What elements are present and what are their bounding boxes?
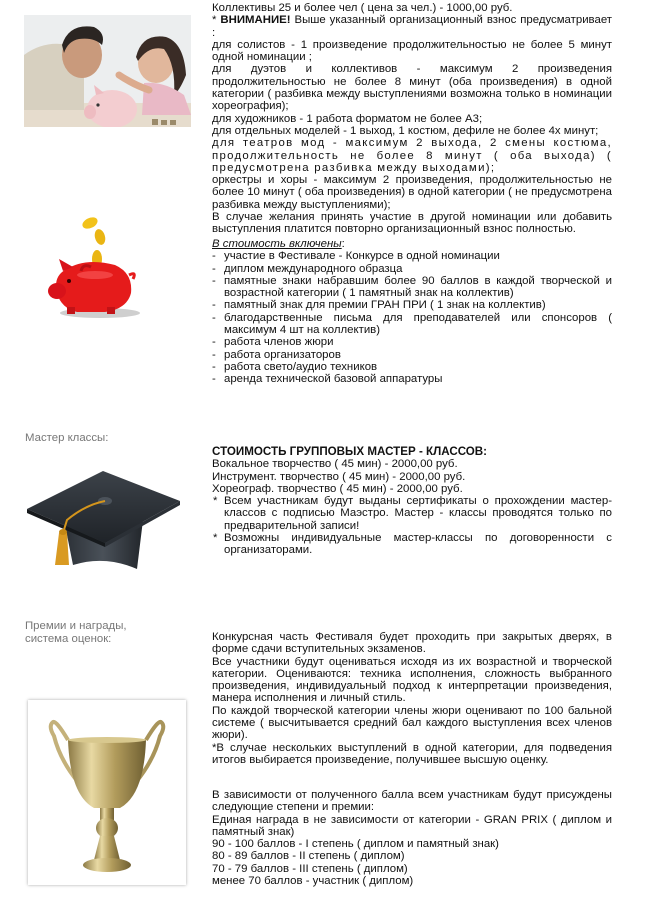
family-piggy-bank-photo: [24, 15, 191, 127]
included-item: - работа членов жюри: [212, 336, 612, 348]
awards-paragraph: *В случае нескольких выступлений в одной категории, для подведения итогов выбирается произведение, получившее высшую оценку.: [212, 741, 612, 766]
degree-item: Единая награда в не зависимости от категории - GRAN PRIX ( диплом и памятный знак): [212, 813, 612, 838]
included-section: [212, 238, 612, 386]
master-classes-heading: СТОИМОСТЬ ГРУППОВЫХ МАСТЕР - КЛАССОВ:: [212, 445, 488, 458]
master-classes-side-label: Мастер классы:: [25, 432, 109, 444]
awards-side-label-line2: система оценок:: [25, 632, 112, 645]
master-class-note: * Всем участникам будут выданы сертификаты о прохождении мастер-классов с подписью Маэстро. Мастер - классы проводятся только по предварительной записи!: [212, 495, 612, 532]
fee-rules-section: [212, 2, 612, 236]
master-class-notes: [212, 495, 612, 556]
master-class-price: Вокальное творчество ( 45 мин) - 2000,00 руб.: [212, 458, 458, 471]
included-list: [212, 250, 612, 385]
awards-side-label-line1: Премии и награды,: [25, 620, 127, 632]
degrees-intro: В зависимости от полученного балла всем участникам будут присуждены следующие степени и премии:: [212, 789, 612, 814]
master-class-price: Хореограф. творчество ( 45 мин) - 2000,00 руб.: [212, 482, 463, 495]
attention-label: ВНИМАНИЕ!: [220, 14, 291, 27]
rule-item: для солистов - 1 произведение продолжительностью не более 5 минут одной номинации ;: [212, 38, 612, 64]
included-item: - аренда технической базовой аппаратуры: [212, 373, 612, 385]
degree-item: 70 - 79 баллов - III степень ( диплом): [212, 862, 408, 875]
included-item: - диплом международного образца: [212, 263, 612, 275]
degree-item: 80 - 89 баллов - II степень ( диплом): [212, 850, 405, 863]
master-class-note: * Возможны индивидуальные мастер-классы по договоренности с организаторами.: [212, 532, 612, 557]
awards-side-label: [25, 620, 127, 645]
included-item: - работа организаторов: [212, 349, 612, 361]
rule-item: В случае желания принять участие в другой номинации или добавить выступления платится повторно организационный взнос полностью.: [212, 211, 612, 236]
graduation-cap-icon: [25, 465, 185, 585]
included-item: - участие в Фестивале - Конкурсе в одной номинации: [212, 250, 612, 262]
awards-section: [212, 631, 612, 766]
rule-item: для театров мод - максимум 2 выхода, 2 смены костюма, продолжительность не более 8 минут ( оба выхода) ( предусмотрена разбивка между выходами);: [212, 137, 612, 174]
included-item: - благодарственные письма для преподавателей или спонсоров ( максимум 4 шт на коллектив): [212, 312, 612, 337]
master-classes-section: [212, 446, 612, 557]
awards-paragraph: Все участники будут оцениваться исходя из их возрастной и творческой категории. Оцениваются: техника исполнения, сложность выбранного произведения, индивидуальный подход к интерпретации произведения, манера исполнения и личный стиль.: [212, 655, 612, 705]
price-line: Коллективы 25 и более чел ( цена за чел.) - 1000,00 руб.: [212, 2, 513, 14]
rule-item: для дуэтов и коллективов - максимум 2 произведения продолжительностью не более 8 минут (оба произведения) в одной категории ( разбивка между выступлениями возможна только в номинации хореография);: [212, 63, 612, 113]
gold-trophy-cup-icon: [28, 700, 186, 885]
included-item: - работа свето/аудио техников: [212, 361, 612, 373]
master-class-price: Инструмент. творчество ( 45 мин) - 2000,00 руб.: [212, 470, 466, 483]
degree-item: менее 70 баллов - участник ( диплом): [212, 875, 414, 888]
rule-item: для отдельных моделей - 1 выход, 1 костюм, дефиле не более 4х минут;: [212, 124, 599, 137]
degrees-section: [212, 789, 612, 887]
rule-item: оркестры и хоры - максимум 2 произведения, продолжительностью не более 10 минут ( оба произведения) в одной категории ( не предусмотрена разбивка между выступлениями);: [212, 174, 612, 211]
red-piggy-bank-icon: [45, 215, 145, 335]
included-item: - памятные знаки набравшим более 90 баллов в каждой творческой и возрастной категории ( 1 памятный знак на коллектив): [212, 275, 612, 300]
awards-paragraph: По каждой творческой категории члены жюри оценивают по 100 бальной системе ( высчитывается средний бал каждого выступления всех членов жюри).: [212, 704, 612, 742]
included-item: - памятный знак для премии ГРАН ПРИ ( 1 знак на коллектив): [212, 299, 612, 311]
awards-paragraph: Конкурсная часть Фестиваля будет проходить при закрытых дверях, в форме сдачи вступительных экзаменов.: [212, 631, 612, 656]
attention-note: * ВНИМАНИЕ! Выше указанный организационный взнос предусматривает :: [212, 14, 612, 39]
included-title: В стоимость включены:: [212, 238, 345, 250]
rule-item: для художников - 1 работа форматом не более А3;: [212, 112, 483, 125]
degree-item: 90 - 100 баллов - I степень ( диплом и памятный знак): [212, 838, 499, 851]
